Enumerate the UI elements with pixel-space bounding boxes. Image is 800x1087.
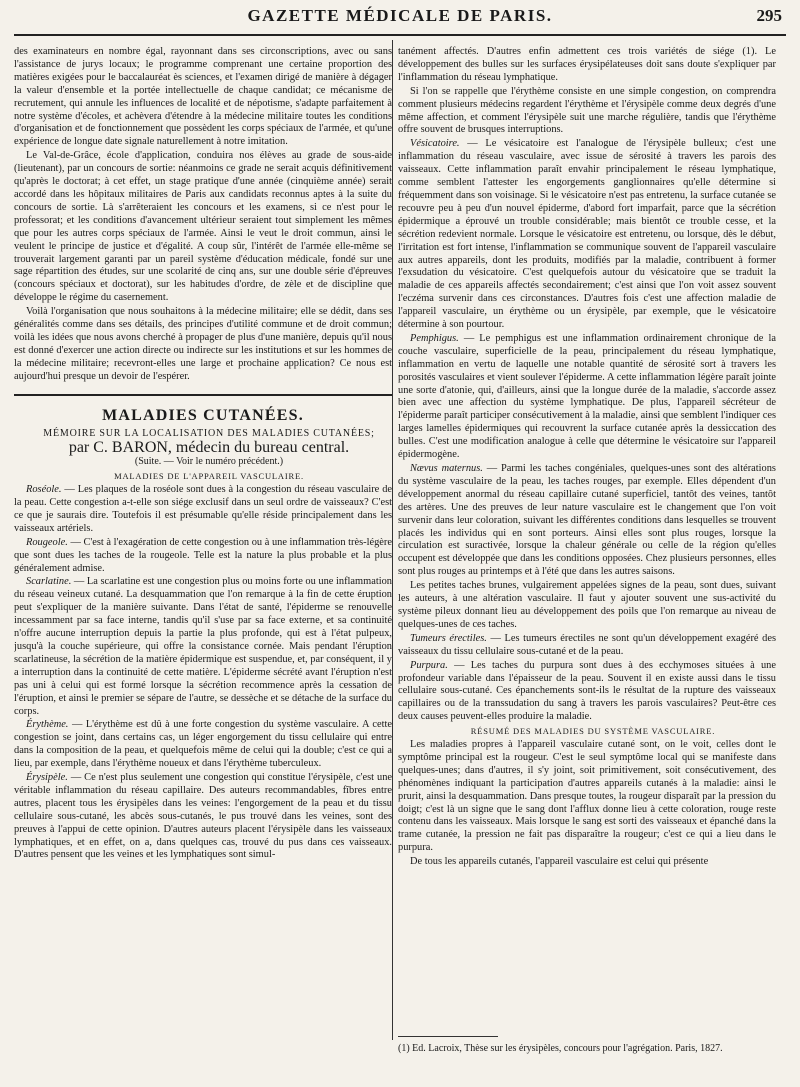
column-divider	[392, 40, 393, 1040]
footnote: (1) Ed. Lacroix, Thèse sur les érysipèles, concours pour l'agrégation. Paris, 1827.	[398, 1043, 723, 1054]
val-de-grace-paragraph: Le Val-de-Grâce, école d'application, conduira nos élèves au grade de sous-aide (lieutenant), par un concours de sortie: néanmoins ce grade ne serait acquis définitivement qu'après le doctorat; à cet effet, un stage pratique d'une année (cinquième année) serait accordé dans les hôpitaux militaires de Paris aux candidats reconnus aptes à la suite du concours de sortie. Là s'arrêteraient les concours et les examens, si ce n'est pour le professorat; et les conditions d'avancement ultérieur seraient tout simplement les mêmes que pour les autres corps spéciaux de l'armée. Ainsi le veut le droit commun, ainsi le veulent le principe de justice et d'égalité. A coup sûr, l'intérêt de l'armée elle-même se trouverait largement garanti par un pareil système d'éducation médicale, fondé sur une sage répartition des études, sur une scolarité de cinq ans, sur une double série d'épreuves (concours spéciaux et doctorat), sur les habitudes d'ordre, de zèle et de discipline que développe le régime du casernement.	[14, 150, 392, 304]
vesicatoire-text: — Le vésicatoire est l'analogue de l'érysipèle bulleux; c'est une inflammation du réseau vasculaire, avec issue de sérosité à travers les parois des vaisseaux. Cette inflammation paraît envahir principalement le réseau lymphatique, comme semblent l'attester les engorgements ganglionnaires qu'elle détermine si fréquemment dans son voisinage. Si le vésicatoire n'est pas entretenu, la surface cutanée se recouvre peu à peu d'un nouvel épiderme, d'abord fort imparfait, parce que la sécrétion épidermique a éprouvé un trouble considérable; mais bientôt ce trouble cesse, et la sécrétion redevient normale. Lorsque le vésicatoire est entretenu, ou lorsque, dès le début, l'irritation est fort intense, l'inflammation se communique souvent de l'appareil vasculaire aux autres appareils, dont les produits, modifiés par la maladie, contribuent à former l'exsudation du vésicatoire. C'est quelquefois autour du vésicatoire que se traduit la maladie de ces appareils affectés secondairement; c'est ainsi que l'on voit assez souvent l'eczéma survenir dans ces circonstances. D'autres fois c'est une affection maladie de l'appareil vasculaire, un érythème ou un érysipèle, par exemple, que le vésicatoire détermine à son pourtour.	[398, 138, 776, 331]
intro-paragraph: des examinateurs en nombre égal, rayonnant dans ses circonscriptions, avec ou sans l'assistance de jurys locaux; le programme comprenant une certaine proportion des matières exigées pour le baccalauréat ès sciences, et l'examen dirigé de manière à dégager la valeur d'ensemble et la portée intellectuelle de chaque candidat; ce mécanisme de recrutement, qui annule les influences de localité et de népotisme, s'adapte parfaitement à notre système d'écoles, et achèvera d'étendre à la médecine militaire toutes les conditions d'organisation et de fonctionnement que possèdent les corps spéciaux de l'armée, et qu'une expérience de longue date signale naturellement à notre imitation.	[14, 46, 392, 148]
erytheme-text: — L'érythème est dû à une forte congestion du système vasculaire. A cette congestion se joint, dans certains cas, un léger engorgement du tissu cellulaire qui entre dans la composition de la peau, et quelquefois même de celui qui la double; c'est ce qui a lieu, par exemple, dans l'érythème noueux et dans l'érythème tuberculeux.	[14, 719, 392, 770]
journal-title: GAZETTE MÉDICALE DE PARIS.	[247, 6, 553, 25]
naevus-paragraph	[398, 463, 776, 579]
resume-heading: RÉSUMÉ DES MALADIES DU SYSTÈME VASCULAIRE.	[470, 726, 716, 737]
page-header	[14, 4, 786, 36]
article-author: par C. BARON, médecin du bureau central.	[68, 439, 350, 457]
vesicatoire-term: Vésicatoire.	[410, 138, 460, 150]
naevus-text: — Parmi les taches congéniales, quelques-unes sont des altérations du système vasculaire de la peau, les taches rouges, par exemple. Elles dépendent d'un développement anormal du réseau capillaire cutané superficiel, tantôt des veines, tantôt des artères. Une des preuves de leur nature vasculaire est le changement que l'on voit survenir dans leur coloration, suivant les différentes conditions dans lesquelles se trouvent placés les individus qui en sont porteurs. Ainsi elles sont plus rouges, lorsque la circulation est suractivée, lorsque la chaleur générale ou celle de la région qu'elles occupent est développée que dans les conditions opposées. Chez plusieurs personnes, elles sont plus rouges au printemps et à l'été que dans les autres saisons.	[398, 463, 776, 578]
roseole-term: Roséole.	[26, 484, 62, 496]
erytheme-paragraph	[14, 719, 392, 771]
footnote-rule	[398, 1036, 498, 1037]
taches-paragraph: Les petites taches brunes, vulgairement appelées signes de la peau, sont dues, suivant les auteurs, à une altération vasculaire. Il faut y ajouter souvent une sus-activité du système pileux donnant lieu au développement des poils que l'on remarque au niveau de quelques-unes de ces taches.	[398, 580, 776, 630]
rougeole-paragraph	[14, 537, 392, 576]
rougeole-text: — C'est à l'exagération de cette congestion ou à une inflammation très-légère que sont dues les taches de la rougeole. Telle est la nature la plus probable et la plus généralement admise.	[14, 536, 392, 574]
purpura-paragraph	[398, 660, 776, 725]
scarlatine-term: Scarlatine.	[26, 576, 72, 588]
roseole-paragraph	[14, 484, 392, 536]
resume-paragraph: Les maladies propres à l'appareil vasculaire cutané sont, on le voit, celles dont le symptôme principal est la rougeur. C'est le seul symptôme local qui se manifeste dans quelques-unes; dans d'autres, il s'y joint, soit primitivement, soit consécutivement, des phénomènes indiquant la participation d'autres appareils cutanés à la maladie: ainsi le prurit, ainsi la desquammation. Dans presque toutes, la rougeur disparaît par la pression du doigt; c'est là un signe que le sang dont l'afflux donne lieu à cette coloration, rouge reste contenu dans les vaisseaux. Mais lorsque le sang est sorti des vaisseaux et épanché dans la trame cutanée, la pression ne fait pas disparaître la rougeur; c'est ce qui a lieu dans le purpura.	[398, 739, 776, 854]
naevus-term: Nævus maternus.	[410, 463, 483, 474]
section-rule	[14, 394, 392, 396]
right-column	[398, 46, 776, 1036]
pemphigus-paragraph	[398, 333, 776, 462]
tumeurs-term: Tumeurs érectiles.	[410, 632, 487, 644]
purpura-term: Purpura.	[410, 659, 448, 671]
erysipele-term: Érysipèle.	[26, 772, 68, 784]
pemphigus-text: — Le pemphigus est une inflammation ordinairement chronique de la couche vasculaire, superficielle de la peau, principalement du réseau lymphatique, inflammation en vertu de laquelle une notable quantité de sérosité sort à travers les porosités vasculaires et vient soulever l'épiderme. A cette inflammation légère paraît jointe une sorte d'atonie, qui, d'ailleurs, ainsi que la longue durée de la maladie, s'accorde assez bien avec une affection du système lymphatique. De plus, l'appareil sécréteur de l'épiderme paraît participer consécutivement à la maladie, ainsi que semblent l'indiquer ces larges lamelles épidermiques qui recouvrent la surface cutanée après la dessiccation des bulles. C'est une modification analogue à celle que détermine le vésicatoire sur l'appareil épidermogène.	[398, 332, 776, 461]
memoire-title: MÉMOIRE SUR LA LOCALISATION DES MALADIES CUTANÉES;	[43, 428, 375, 440]
section-title: MALADIES CUTANÉES.	[102, 406, 304, 424]
pemphigus-term: Pemphigus.	[410, 332, 459, 344]
vesicatoire-paragraph	[398, 138, 776, 332]
erysipele-paragraph	[14, 772, 392, 862]
organisation-paragraph: Voilà l'organisation que nous souhaitons à la médecine militaire; elle se dédit, dans ses généralités comme dans ses détails, des principes d'utilité commune et de droit commun; voilà les idées que nous avons cherché à propager de plus d'une manière, depuis qu'il nous est donné d'exercer une action directe ou indirecte sur les institutions et sur les hommes de la médecine militaire; recevront-elles une large et prochaine application? Ce nous est aujourd'hui presque un devoir de l'espérer.	[14, 306, 392, 382]
continued-note: (Suite. — Voir le numéro précédent.)	[134, 456, 284, 468]
purpura-text: — Les taches du purpura sont dues à des ecchymoses situées à une profondeur variable dans l'épaisseur de la peau. Souvent il en existe aussi dans le tissu cellulaire sous-cutané. Ces épanchements sont-ils le résultat de la rupture des vaisseaux capillaires ou de la transsudation du sang à travers les parois vasculaires? Peut-être ces deux causes peuvent-elles produire la maladie.	[398, 659, 776, 723]
roseole-text: — Les plaques de la roséole sont dues à la congestion du réseau vasculaire de la peau. Cette congestion a-t-elle son siége exclusif dans un seul ordre de vaisseaux? C'est ce que je saurais dire. Toutefois il est présumable qu'elle réside principalement dans les vaisseaux artériels.	[14, 484, 392, 534]
continuation-paragraph: tanément affectés. D'autres enfin admettent ces trois variétés de siége (1). Le développement des bulles sur les surfaces érysipélateuses doit sans doute s'expliquer par l'inflammation du réseau lymphatique.	[398, 46, 776, 83]
erytheme-note-paragraph: Si l'on se rappelle que l'érythème consiste en une simple congestion, on comprendra comment plusieurs médecins regardent l'érythème et l'érysipèle comme deux degrés d'une même affection, et comment l'érysipèle suit une marche régulière, tandis que l'érythème offre souvent de brusques interruptions.	[398, 85, 776, 136]
scarlatine-text: — La scarlatine est une congestion plus ou moins forte ou une inflammation du réseau veineux cutané. La desquammation que l'on remarque à la fin de cette éruption peut s'expliquer de la manière suivante. Dans l'état de santé, l'épiderme se renouvelle incessamment par sa face interne, tandis qu'il s'use par sa face externe, et sa continuité n'offre aucune interruption depuis la partie la plus profonde, qui est à l'état pulpeux, jusqu'à la couche supérieure, qui offre la consistance cornée. Mais pendant l'éruption scarlatineuse, la sécrétion de la matière épidermique est suspendue, et, par conséquent, il y a interruption dans la continuité de cette matière. L'épiderme sécrété avant l'éruption n'est pas uni à celui qui est formé lorsque la sécrétion recommence après la cessation de l'éruption, et ainsi le premier se sépare de l'autre, se dessèche et se détache de la surface du corps.	[14, 576, 392, 717]
rougeole-term: Rougeole.	[26, 536, 68, 548]
scarlatine-paragraph	[14, 576, 392, 718]
subsection-heading: MALADIES DE L'APPAREIL VASCULAIRE.	[114, 471, 304, 482]
tumeurs-paragraph	[398, 633, 776, 659]
left-column	[14, 46, 392, 1076]
last-line: De tous les appareils cutanés, l'appareil vasculaire est celui qui présente	[410, 856, 709, 868]
erysipele-text: — Ce n'est plus seulement une congestion qui constitue l'érysipèle, c'est une véritable inflammation du réseau capillaire. Des auteurs recommandables, fîbres entre autres, placent tous les érysipèles dans les veines: l'engorgement de la peau et du tissu cellulaire sous-cutané, les abcès sous-cutanés, le pus trouvé dans les veines, sont des preuves à l'appui de cette opinion. D'autres auteurs placent l'érysipèle dans les vaisseaux lymphatiques, et en effet, on a, dans quelques cas, trouvé du pus dans ces vaisseaux. D'autres pensent que les veines et les lymphatiques sont simul-	[14, 772, 392, 861]
page-number: 295	[756, 6, 782, 25]
erytheme-term: Érythème.	[26, 719, 69, 731]
tumeurs-text: — Les tumeurs érectiles ne sont qu'un développement exagéré des vaisseaux du tissu cellulaire sous-cutané et de la peau.	[398, 632, 776, 657]
